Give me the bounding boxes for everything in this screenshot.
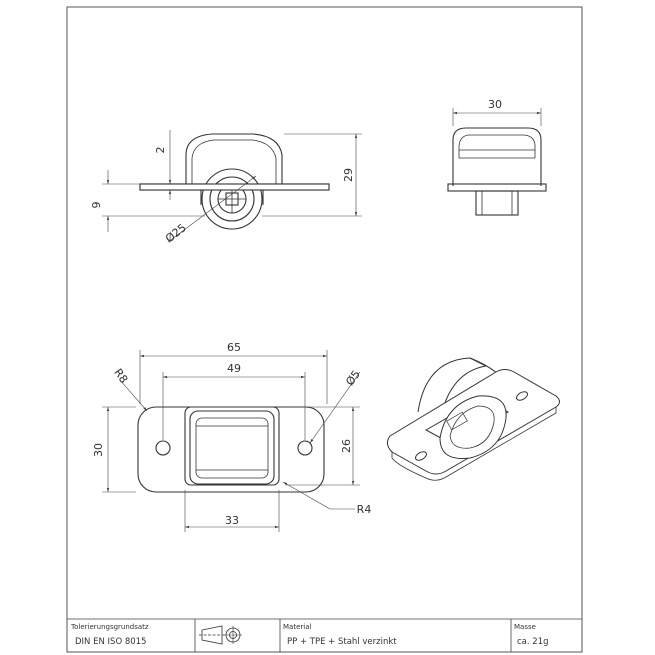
end-view-hood <box>453 128 541 186</box>
end-view-plate <box>448 184 546 191</box>
dim-top-opening-width: 33 <box>225 514 239 527</box>
dim-top-hole-diameter: Ø5 <box>343 367 363 389</box>
dim-side-height: 29 <box>342 168 355 182</box>
first-angle-projection-icon <box>199 626 242 644</box>
top-view-hole-left <box>156 441 170 455</box>
drawing-frame <box>67 7 582 652</box>
top-view-plate <box>138 407 324 492</box>
dim-end-width: 30 <box>488 98 502 111</box>
dim-top-hole-spacing: 49 <box>227 362 241 375</box>
material-value: PP + TPE + Stahl verzinkt <box>287 637 397 647</box>
dim-top-opening-height: 26 <box>340 439 353 453</box>
mass-label: Masse <box>514 623 536 631</box>
dim-top-width: 30 <box>92 443 105 457</box>
dim-side-diameter: Ø25 <box>162 221 189 246</box>
mass-value: ca. 21g <box>517 637 549 647</box>
top-view <box>138 407 324 492</box>
dim-top-corner-radius: R8 <box>111 366 131 386</box>
end-view <box>448 128 546 215</box>
tolerance-value: DIN EN ISO 8015 <box>75 637 147 647</box>
dim-side-plate: 2 <box>154 146 167 154</box>
top-view-dimensions <box>102 350 360 532</box>
tolerance-label: Tolerierungsgrundsatz <box>71 623 149 631</box>
dim-side-offset: 9 <box>90 201 103 209</box>
top-view-hole-right <box>298 441 312 455</box>
isometric-view <box>387 358 559 480</box>
material-label: Material <box>283 623 312 631</box>
dim-top-inner-radius: R4 <box>356 503 372 516</box>
side-view <box>140 134 329 229</box>
dim-top-overall-length: 65 <box>227 341 241 354</box>
